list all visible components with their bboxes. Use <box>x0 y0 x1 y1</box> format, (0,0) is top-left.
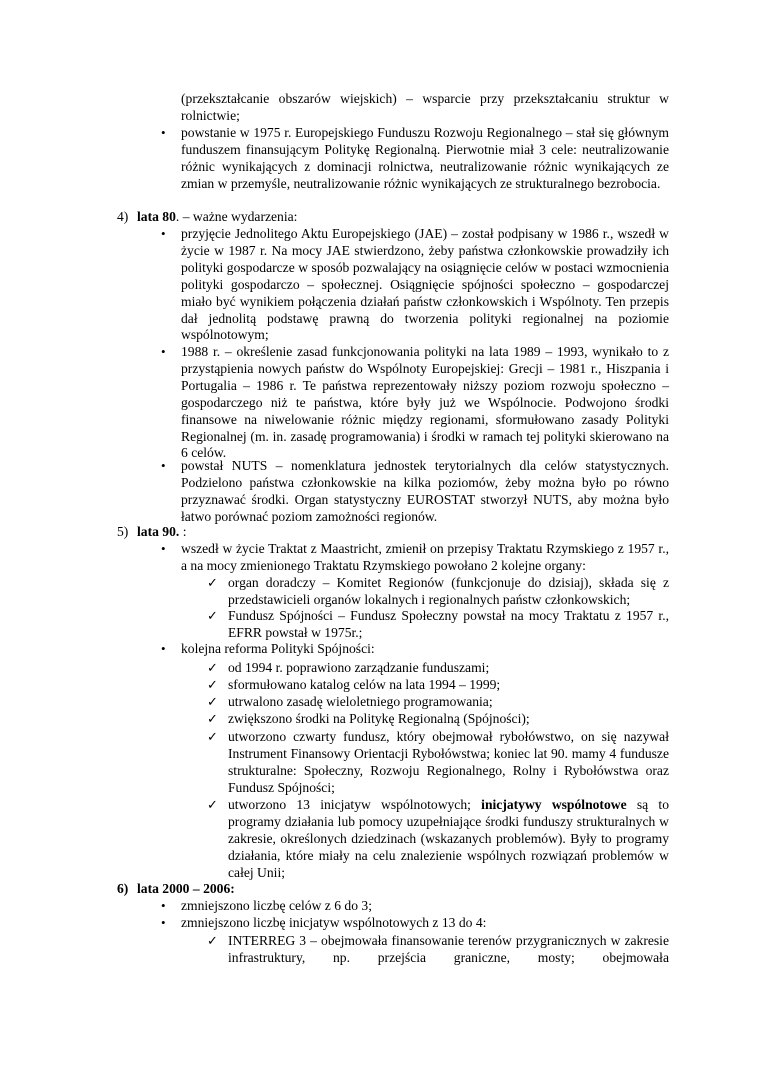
check-cohesion-fund: Fundusz Spójności – Fundusz Społeczny powstał na mocy Traktatu z 1957 r., EFRR powstał w 1975r.; <box>228 608 669 640</box>
check-reform-item: zwiększono środki na Politykę Regionalną (Spójności); <box>228 711 530 726</box>
bullet-icon: • <box>161 458 166 473</box>
bullet-icon: • <box>161 915 166 930</box>
check-committee-regions: organ doradczy – Komitet Regionów (funkcjonuje do dzisiaj), składa się z przedstawicieli organów lokalnych i regionalnych państw członkowskich; <box>228 575 669 607</box>
bullet-efrr-1975: powstanie w 1975 r. Europejskiego Funduszu Rozwoju Regionalnego – stał się głównym funduszem finansującym Politykę Regionalną. Pierwotnie miał 3 cele: neutralizowanie różnic wynikających z dominacji rolnictwa, neutralizowanie różnic wynikających ze zmian w przemyśle, neutralizowanie różnic wynikających ze strukturalnego bezrobocia. <box>181 125 669 191</box>
section-number: 4) <box>117 209 129 224</box>
section-heading-80s: lata 80. – ważne wydarzenia: <box>137 209 298 224</box>
checkmark-icon: ✓ <box>207 933 218 948</box>
check-reform-item: od 1994 r. poprawiono zarządzanie funduszami; <box>228 660 490 675</box>
bullet-nuts: powstał NUTS – nomenklatura jednostek terytorialnych dla celów statystycznych. Podzielono państwa członkowskie na kilka poziomów, żeby można było po równo przyznawać środki. Organ statystyczny EUROSTAT stworzył NUTS, aby można było łatwo porównać poziom zamożności regionów. <box>181 458 669 524</box>
check-reform-item: sformułowano katalog celów na lata 1994 – 1999; <box>228 677 501 692</box>
bullet-jae: przyjęcie Jednolitego Aktu Europejskiego (JAE) – został podpisany w 1986 r., wszedł w życie w 1987 r. Na mocy JAE stwierdzono, żeby państwa członkowskie prowadziły ich polityki gospodarcze w sposób pozwalający na osiągnięcie celów w postaci wzmocnienia polityki gospodarczo – społecznej. Osiągnięcie spójności społeczno – gospodarczej miało być wynikiem połączenia działań państw członkowskich i Wspólnoty. Ten przepis dał jednolitą podstawę prawną do tworzenia polityki regionalnej na poziomie wspólnotowym; <box>181 226 669 343</box>
bullet-maastricht: wszedł w życie Traktat z Maastricht, zmienił on przepisy Traktatu Rzymskiego z 1957 r., a na mocy zmienionego Traktatu Rzymskiego powołano 2 kolejne organy: <box>181 541 669 573</box>
check-fourth-fund: utworzono czwarty fundusz, który obejmował rybołówstwo, on się nazywał Instrument Finansowy Orientacji Rybołówstwa; koniec lat 90. mamy 4 fundusze strukturalne: Społeczny, Rozwoju Regionalnego, Rolny i Rybołówstwa oraz Fundusz Spójności; <box>228 729 669 795</box>
paragraph-continuation: (przekształcanie obszarów wiejskich) – wsparcie przy przekształcaniu struktur w rolnictwie; <box>181 91 669 123</box>
check-reform-item: utrwalono zasadę wieloletniego programowania; <box>228 694 493 709</box>
section-number: 6) <box>117 881 129 896</box>
checkmark-icon: ✓ <box>207 575 218 590</box>
check-interreg: INTERREG 3 – obejmowała finansowanie terenów przygranicznych w zakresie infrastruktury, np. przejścia graniczne, mosty; obejmowała <box>228 933 669 965</box>
bullet-icon: • <box>161 641 166 656</box>
section-number: 5) <box>117 524 129 539</box>
bullet-1988: 1988 r. – określenie zasad funkcjonowania polityki na lata 1989 – 1993, wynikało to z przystąpienia nowych państw do Wspólnoty Europejskiej: Grecji – 1981 r., Hiszpania i Portugalia – 1986 r. Te państwa reprezentowały niższy poziom rozwoju społeczno – gospodarczego niż te państwa, które były już we Wspólnocie. Podwojono środki finansowe na niwelowanie różnic między regionami, sformułowano zasady Polityki Regionalnej (m. in. zasadę programowania) i środki w ramach tej polityki skierowano na 6 celów. <box>181 344 669 461</box>
bullet-icon: • <box>161 226 166 241</box>
check-community-initiatives: utworzono 13 inicjatyw wspólnotowych; inicjatywy wspólnotowe są to programy działania lub pomocy uzupełniające środki funduszy strukturalnych w zakresie, określonych dziedzinach (wskazanych problemów). Były to programy działania, które miały na celu znalezienie wspólnych rozwiązań problemów w całej Unii; <box>228 797 669 880</box>
checkmark-icon: ✓ <box>207 608 218 623</box>
checkmark-icon: ✓ <box>207 797 218 812</box>
checkmark-icon: ✓ <box>207 711 218 726</box>
bullet-icon: • <box>161 344 166 359</box>
checkmark-icon: ✓ <box>207 677 218 692</box>
checkmark-icon: ✓ <box>207 729 218 744</box>
section-heading-2000-2006: lata 2000 – 2006: <box>137 881 235 896</box>
bullet-icon: • <box>161 898 166 913</box>
section-heading-90s: lata 90. : <box>137 524 187 539</box>
bullet-reform: kolejna reforma Polityki Spójności: <box>181 641 375 656</box>
bullet-initiatives-reduced: zmniejszono liczbę inicjatyw wspólnotowych z 13 do 4: <box>181 915 487 930</box>
bullet-icon: • <box>161 125 166 140</box>
bullet-icon: • <box>161 541 166 556</box>
checkmark-icon: ✓ <box>207 660 218 675</box>
bullet-goals-reduced: zmniejszono liczbę celów z 6 do 3; <box>181 898 373 913</box>
checkmark-icon: ✓ <box>207 694 218 709</box>
